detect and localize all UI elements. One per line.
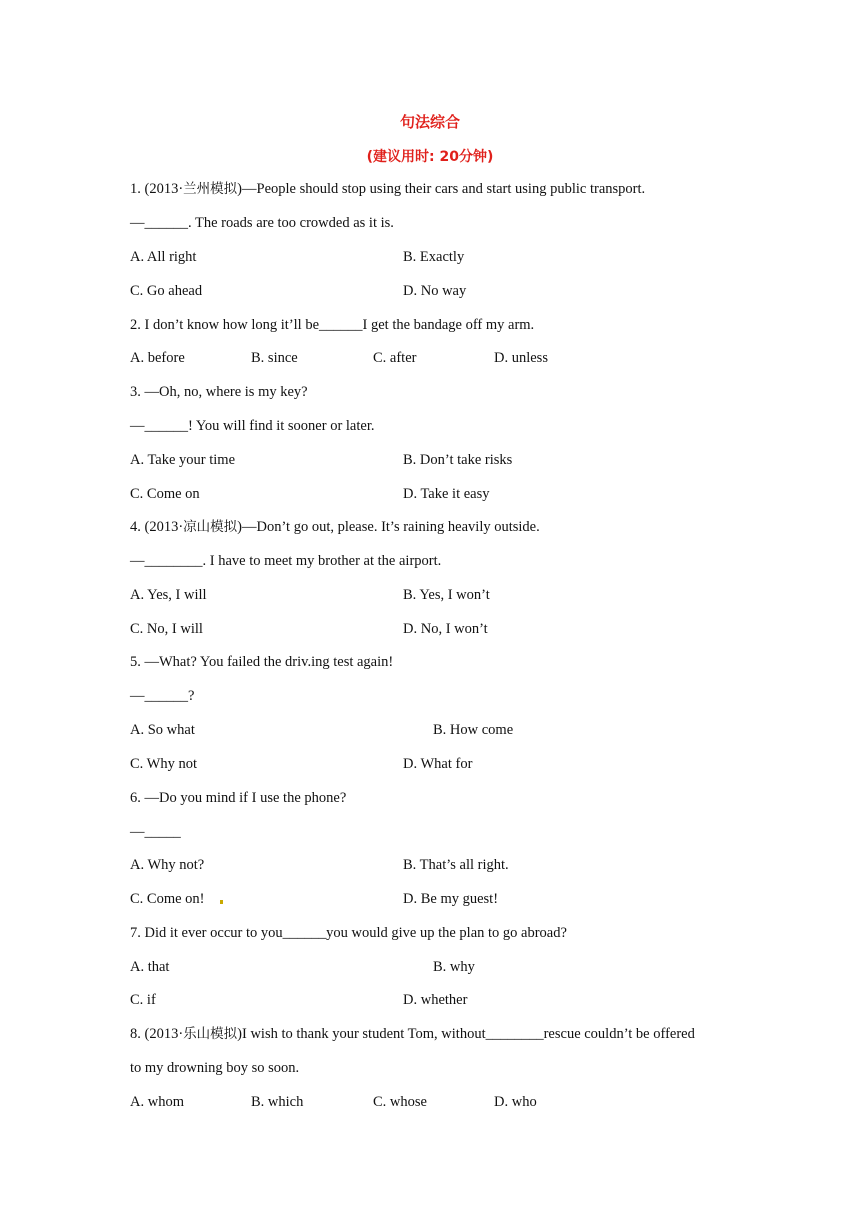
question-8-option-a: A. whom [130,1094,184,1110]
question-2-stem: 2. I don’t know how long it’ll be______I get the bandage off my arm. [130,317,535,333]
question-3-option-b: B. Don’t take risks [403,452,513,468]
question-1-option-d: D. No way [403,283,467,299]
question-7-stem: 7. Did it ever occur to you______you would give up the plan to go abroad? [130,925,567,941]
question-1-stem: 1. (2013·兰州模拟)—People should stop using their cars and start using public transport. [130,181,646,197]
page-title: 句法综合 [399,113,460,131]
question-3-option-c: C. Come on [130,486,200,502]
question-8-continuation: to my drowning boy so soon. [130,1060,300,1076]
question-5-stem: 5. —What? You failed the driv.ing test again! [130,654,394,670]
question-7-option-c: C. if [130,992,156,1008]
question-3-option-a: A. Take your time [130,452,236,468]
question-4-response: —________. I have to meet my brother at the airport. [130,553,442,569]
question-8-stem: 8. (2013·乐山模拟)I wish to thank your student Tom, without________rescue couldn’t be offered [130,1026,695,1042]
question-1-option-a: A. All right [130,249,197,265]
question-6-response: —_____ [130,824,181,840]
time-suggestion: (建议用时: 20分钟) [366,149,494,165]
question-5-option-d: D. What for [403,756,473,772]
question-6-option-d: D. Be my guest! [403,891,499,907]
question-7-option-a: A. that [130,959,170,975]
question-8-option-b: B. which [251,1094,304,1110]
question-4-option-d: D. No, I won’t [403,621,488,637]
question-4-option-b: B. Yes, I won’t [403,587,490,603]
question-2-option-c: C. after [373,350,417,366]
question-7-option-d: D. whether [403,992,468,1008]
question-6-option-b: B. That’s all right. [403,857,509,873]
question-2-option-a: A. before [130,350,185,366]
question-7-option-b: B. why [433,959,475,975]
question-8-option-d: D. who [494,1094,537,1110]
question-6-stem: 6. —Do you mind if I use the phone? [130,790,347,806]
question-5-option-b: B. How come [433,722,514,738]
question-1-option-c: C. Go ahead [130,283,203,299]
question-6-option-a: A. Why not? [130,857,205,873]
question-4-option-a: A. Yes, I will [130,587,207,603]
question-1-response: —______. The roads are too crowded as it is. [130,215,394,231]
question-5-option-a: A. So what [130,722,195,738]
question-3-option-d: D. Take it easy [403,486,490,502]
question-2-option-d: D. unless [494,350,548,366]
question-5-response: —______? [130,688,195,704]
stray-mark [220,900,223,904]
question-6-option-c: C. Come on! [130,891,205,907]
question-1-option-b: B. Exactly [403,249,465,265]
question-4-option-c: C. No, I will [130,621,203,637]
question-2-option-b: B. since [251,350,298,366]
question-8-option-c: C. whose [373,1094,427,1110]
question-5-option-c: C. Why not [130,756,197,772]
question-3-stem: 3. —Oh, no, where is my key? [130,384,308,400]
question-4-stem: 4. (2013·凉山模拟)—Don’t go out, please. It’s raining heavily outside. [130,519,540,535]
question-3-response: —______! You will find it sooner or later. [130,418,375,434]
